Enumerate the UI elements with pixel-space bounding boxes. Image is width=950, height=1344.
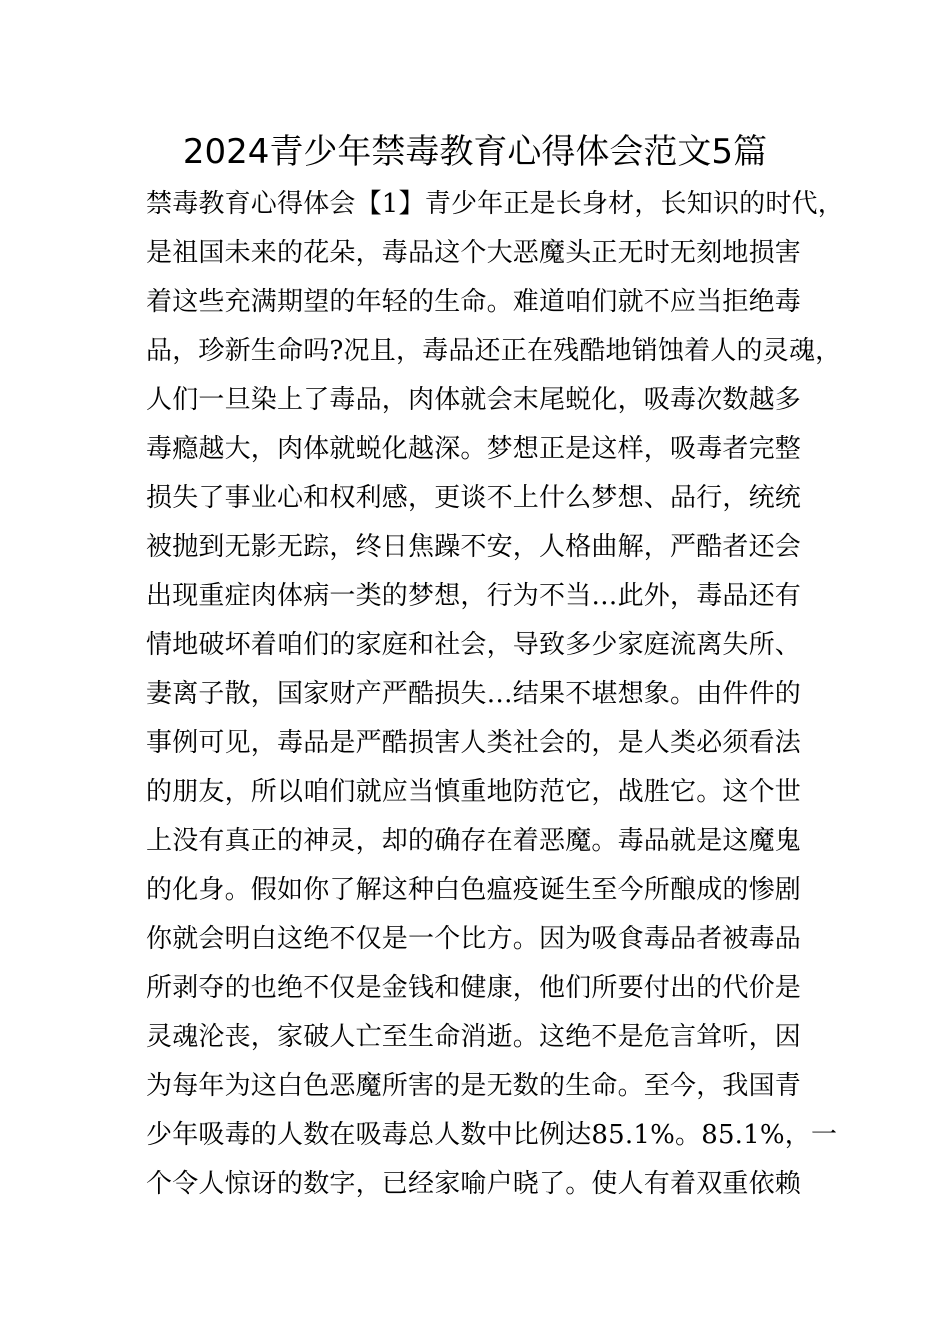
- body-line: 是祖国未来的花朵，毒品这个大恶魔头正无时无刻地损害: [146, 238, 802, 268]
- body-line: 灵魂沦丧，家破人亡至生命消逝。这绝不是危言耸听，因: [146, 1022, 802, 1052]
- body-line: 出现重症肉体病一类的梦想，行为不当…此外，毒品还有: [146, 581, 802, 611]
- body-line: 你就会明白这绝不仅是一个比方。因为吸食毒品者被毒品: [146, 924, 802, 954]
- body-line: 损失了事业心和权利感，更谈不上什么梦想、品行，统统: [146, 483, 802, 513]
- body-line: 品，珍新生命吗?况且，毒品还正在残酷地销蚀着人的灵魂，: [146, 336, 842, 366]
- body-line: 少年吸毒的人数在吸毒总人数中比例达85.1%。85.1%，一: [146, 1120, 838, 1150]
- body-line: 妻离子散，国家财产严酷损失…结果不堪想象。由件件的: [146, 679, 802, 709]
- body-line: 的化身。假如你了解这种白色瘟疫诞生至今所酿成的惨剧: [146, 875, 802, 905]
- body-line: 禁毒教育心得体会【1】青少年正是长身材，长知识的时代，: [146, 189, 844, 219]
- body-line: 情地破坏着咱们的家庭和社会，导致多少家庭流离失所、: [146, 630, 802, 660]
- body-line: 上没有真正的神灵，却的确存在着恶魔。毒品就是这魔鬼: [146, 826, 802, 856]
- body-line: 所剥夺的也绝不仅是金钱和健康，他们所要付出的代价是: [146, 973, 802, 1003]
- body-line: 着这些充满期望的年轻的生命。难道咱们就不应当拒绝毒: [146, 287, 802, 317]
- document-body: [146, 180, 844, 1209]
- body-line: 事例可见，毒品是严酷损害人类社会的，是人类必须看法: [146, 728, 802, 758]
- document-title: 2024青少年禁毒教育心得体会范文5篇: [182, 132, 768, 172]
- body-line: 被抛到无影无踪，终日焦躁不安，人格曲解，严酷者还会: [146, 532, 802, 562]
- body-line: 个令人惊讶的数字，已经家喻户晓了。使人有着双重依赖: [146, 1169, 802, 1199]
- body-line: 人们一旦染上了毒品，肉体就会末尾蜕化，吸毒次数越多: [146, 385, 802, 415]
- body-line: 毒瘾越大，肉体就蜕化越深。梦想正是这样，吸毒者完整: [146, 434, 802, 464]
- body-line: 为每年为这白色恶魔所害的是无数的生命。至今，我国青: [146, 1071, 802, 1101]
- body-line: 的朋友，所以咱们就应当慎重地防范它，战胜它。这个世: [146, 777, 802, 807]
